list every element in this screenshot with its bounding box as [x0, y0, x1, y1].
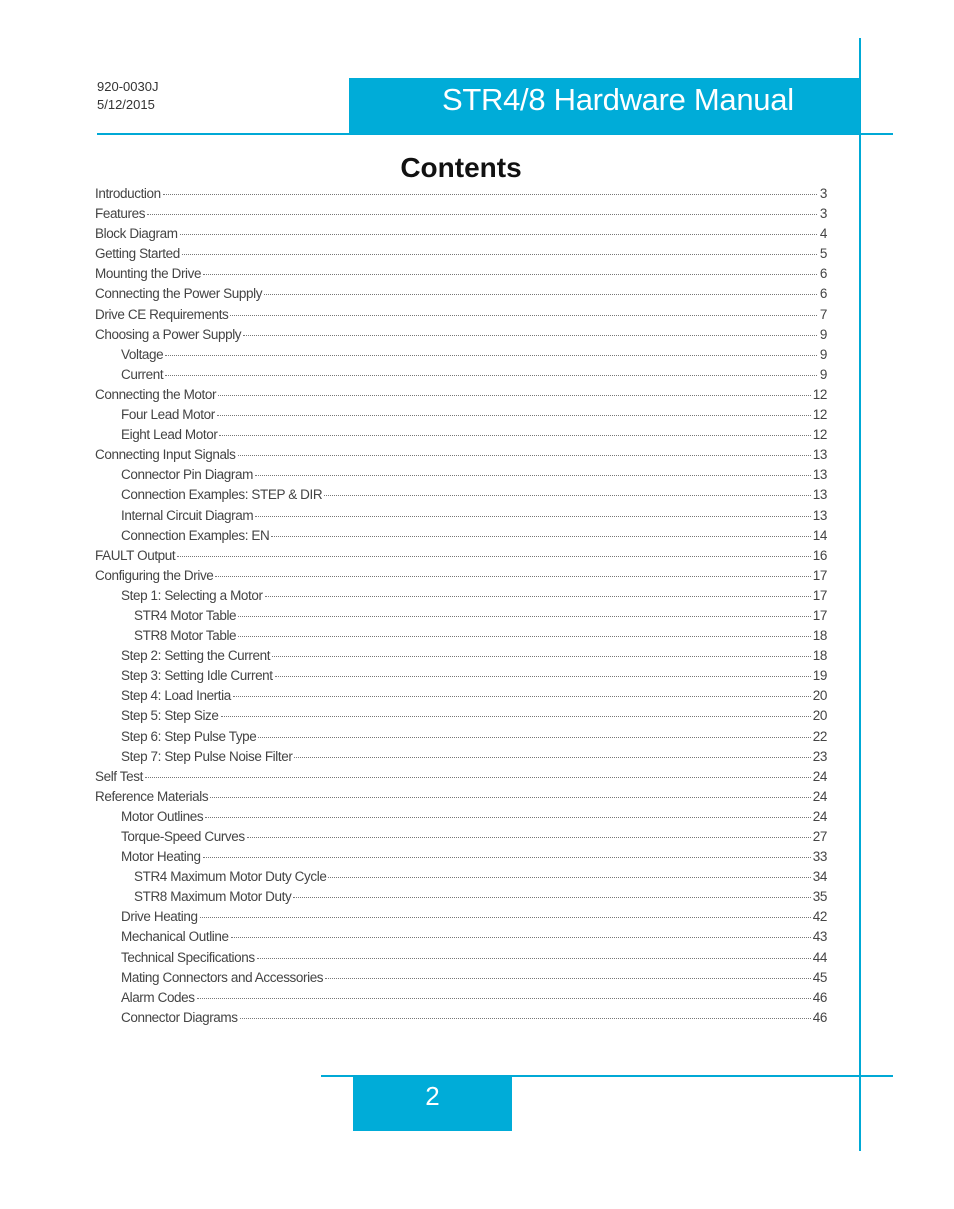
toc-entry[interactable] — [95, 427, 827, 447]
dot-leader — [203, 274, 817, 275]
toc-entry[interactable] — [95, 387, 827, 407]
dot-leader — [328, 877, 810, 878]
dot-leader — [265, 596, 811, 597]
dot-leader — [238, 636, 811, 637]
toc-entry[interactable] — [95, 608, 827, 628]
title-banner — [349, 78, 860, 134]
toc-entry-label: STR8 Motor Table — [134, 628, 237, 644]
dot-leader — [197, 998, 811, 999]
toc-entry[interactable] — [95, 950, 827, 970]
toc-entry-label: STR4 Maximum Motor Duty Cycle — [134, 869, 327, 885]
toc-entry[interactable] — [95, 206, 827, 226]
toc-entry-label: Mechanical Outline — [121, 929, 229, 945]
toc-entry-label: Technical Specifications — [121, 949, 255, 965]
contents-heading: Contents — [400, 152, 522, 183]
dot-leader — [233, 696, 811, 697]
toc-entry[interactable] — [95, 749, 827, 769]
toc-entry-page: 20 — [812, 708, 827, 724]
toc-entry-label: Current — [121, 366, 164, 382]
toc-entry-label: STR4 Motor Table — [134, 607, 237, 623]
toc-entry-label: Step 6: Step Pulse Type — [121, 728, 257, 744]
dot-leader — [217, 415, 811, 416]
toc-entry-page: 46 — [812, 989, 827, 1005]
toc-entry[interactable] — [95, 568, 827, 588]
dot-leader — [275, 676, 811, 677]
toc-entry[interactable] — [95, 789, 827, 809]
dot-leader — [163, 194, 817, 195]
toc-entry[interactable] — [95, 407, 827, 427]
page-number-box — [353, 1077, 512, 1131]
dot-leader — [324, 495, 811, 496]
toc-entry-page: 3 — [819, 206, 827, 222]
toc-entry[interactable] — [95, 246, 827, 266]
toc-entry-label: Motor Heating — [121, 849, 201, 865]
table-of-contents — [95, 186, 827, 1030]
dot-leader — [219, 435, 810, 436]
toc-entry[interactable] — [95, 809, 827, 829]
toc-entry[interactable] — [95, 889, 827, 909]
toc-entry[interactable] — [95, 909, 827, 929]
dot-leader — [258, 737, 810, 738]
toc-entry-page: 35 — [812, 889, 827, 905]
toc-entry-label: Four Lead Motor — [121, 407, 215, 423]
toc-entry-page: 14 — [812, 527, 827, 543]
toc-entry-page: 42 — [812, 909, 827, 925]
dot-leader — [200, 917, 811, 918]
toc-entry-label: Drive Heating — [121, 909, 198, 925]
toc-entry-label: Connecting the Motor — [95, 386, 217, 402]
toc-entry-page: 12 — [812, 386, 827, 402]
toc-entry-label: Step 1: Selecting a Motor — [121, 587, 263, 603]
toc-entry-label: Introduction — [95, 186, 161, 201]
toc-entry[interactable] — [95, 708, 827, 728]
toc-entry-page: 3 — [819, 186, 827, 201]
dot-leader — [177, 556, 811, 557]
toc-entry[interactable] — [95, 869, 827, 889]
dot-leader — [294, 757, 810, 758]
toc-entry[interactable] — [95, 648, 827, 668]
toc-entry-page: 12 — [812, 407, 827, 423]
dot-leader — [238, 455, 811, 456]
toc-entry-label: Connecting the Power Supply — [95, 286, 263, 302]
dot-leader — [145, 777, 811, 778]
toc-entry[interactable] — [95, 628, 827, 648]
toc-entry[interactable] — [95, 548, 827, 568]
toc-entry-page: 24 — [812, 808, 827, 824]
toc-entry[interactable] — [95, 769, 827, 789]
toc-entry[interactable] — [95, 668, 827, 688]
dot-leader — [240, 1018, 811, 1019]
toc-entry-page: 17 — [812, 567, 827, 583]
toc-entry-page: 33 — [812, 849, 827, 865]
toc-entry-page: 9 — [819, 346, 827, 362]
toc-entry[interactable] — [95, 307, 827, 327]
manual-title: STR4/8 Hardware Manual — [442, 82, 794, 117]
document-number: 920-0030J — [97, 79, 159, 94]
dot-leader — [272, 656, 811, 657]
dot-leader — [271, 536, 810, 537]
toc-entry-page: 9 — [819, 366, 827, 382]
toc-entry-page: 18 — [812, 648, 827, 664]
toc-entry-page: 24 — [812, 788, 827, 804]
toc-entry-label: Step 2: Setting the Current — [121, 648, 271, 664]
toc-entry[interactable] — [95, 447, 827, 467]
dot-leader — [264, 294, 817, 295]
dot-leader — [147, 214, 817, 215]
toc-entry-page: 17 — [812, 587, 827, 603]
toc-entry-label: Step 5: Step Size — [121, 708, 219, 724]
toc-entry-page: 13 — [812, 467, 827, 483]
toc-entry[interactable] — [95, 729, 827, 749]
toc-entry-page: 13 — [812, 447, 827, 463]
toc-entry-page: 44 — [812, 949, 827, 965]
toc-entry-label: Configuring the Drive — [95, 567, 214, 583]
toc-entry[interactable] — [95, 528, 827, 548]
toc-entry-page: 19 — [812, 668, 827, 684]
dot-leader — [230, 315, 817, 316]
dot-leader — [165, 355, 817, 356]
toc-entry[interactable] — [95, 487, 827, 507]
toc-entry-label: Drive CE Requirements — [95, 306, 229, 322]
toc-entry-page: 43 — [812, 929, 827, 945]
toc-entry[interactable] — [95, 266, 827, 286]
toc-entry-page: 6 — [819, 286, 827, 302]
toc-entry-label: Eight Lead Motor — [121, 427, 218, 443]
toc-entry-label: Step 3: Setting Idle Current — [121, 668, 273, 684]
page-number: 2 — [425, 1081, 440, 1111]
toc-entry-page: 6 — [819, 266, 827, 282]
toc-entry-page: 18 — [812, 628, 827, 644]
toc-entry-label: Reference Materials — [95, 788, 209, 804]
dot-leader — [205, 817, 811, 818]
dot-leader — [210, 797, 811, 798]
toc-entry-page: 17 — [812, 607, 827, 623]
toc-entry-label: Step 7: Step Pulse Noise Filter — [121, 748, 293, 764]
toc-entry-page: 16 — [812, 547, 827, 563]
toc-entry-label: Motor Outlines — [121, 808, 204, 824]
dot-leader — [293, 897, 810, 898]
toc-entry-page: 45 — [812, 969, 827, 985]
dot-leader — [180, 234, 817, 235]
toc-entry[interactable] — [95, 467, 827, 487]
dot-leader — [165, 375, 817, 376]
toc-entry-page: 46 — [812, 1009, 827, 1025]
dot-leader — [203, 857, 811, 858]
margin-rule-vertical — [859, 38, 861, 1151]
toc-entry[interactable] — [95, 588, 827, 608]
toc-entry[interactable] — [95, 508, 827, 528]
dot-leader — [243, 335, 817, 336]
toc-entry-label: Torque-Speed Curves — [121, 829, 245, 844]
toc-entry-page: 34 — [812, 869, 827, 885]
toc-entry[interactable] — [95, 186, 827, 206]
toc-entry-label: Getting Started — [95, 246, 180, 262]
toc-entry-label: Block Diagram — [95, 226, 178, 242]
toc-entry-label: Internal Circuit Diagram — [121, 507, 254, 523]
toc-entry-page: 5 — [819, 246, 827, 262]
toc-entry[interactable] — [95, 367, 827, 387]
toc-entry-label: Alarm Codes — [121, 989, 195, 1005]
toc-entry-page: 20 — [812, 688, 827, 704]
toc-entry-label: Voltage — [121, 346, 164, 362]
toc-entry-page: 23 — [812, 748, 827, 764]
toc-entry[interactable] — [95, 1010, 827, 1030]
toc-entry[interactable] — [95, 286, 827, 306]
dot-leader — [255, 475, 811, 476]
toc-entry-label: Connecting Input Signals — [95, 447, 236, 463]
toc-entry-page: 9 — [819, 326, 827, 342]
toc-entry-page: 22 — [812, 728, 827, 744]
toc-entry-page: 27 — [812, 829, 827, 844]
dot-leader — [247, 837, 811, 838]
toc-entry[interactable] — [95, 849, 827, 869]
document-date: 5/12/2015 — [97, 97, 155, 112]
toc-entry-label: Self Test — [95, 768, 143, 784]
dot-leader — [221, 716, 811, 717]
toc-entry-label: FAULT Output — [95, 547, 176, 563]
toc-entry-label: STR8 Maximum Motor Duty — [134, 889, 292, 905]
dot-leader — [238, 616, 811, 617]
toc-entry-page: 4 — [819, 226, 827, 242]
toc-entry-label: Mounting the Drive — [95, 266, 202, 282]
toc-entry[interactable] — [95, 347, 827, 367]
toc-entry[interactable] — [95, 990, 827, 1010]
dot-leader — [325, 978, 811, 979]
toc-entry-page: 13 — [812, 507, 827, 523]
toc-entry-label: Connection Examples: EN — [121, 527, 270, 543]
toc-entry-label: Connection Examples: STEP & DIR — [121, 487, 323, 503]
document-meta — [97, 78, 158, 114]
toc-entry[interactable] — [95, 688, 827, 708]
toc-entry-page: 12 — [812, 427, 827, 443]
toc-entry-label: Connector Pin Diagram — [121, 467, 253, 483]
dot-leader — [255, 516, 811, 517]
toc-entry-page: 24 — [812, 768, 827, 784]
toc-entry-label: Connector Diagrams — [121, 1009, 238, 1025]
toc-entry-page: 7 — [819, 306, 827, 322]
toc-entry[interactable] — [95, 327, 827, 347]
toc-entry-label: Mating Connectors and Accessories — [121, 969, 324, 985]
toc-entry[interactable] — [95, 970, 827, 990]
dot-leader — [215, 576, 810, 577]
dot-leader — [182, 254, 817, 255]
dot-leader — [218, 395, 811, 396]
toc-entry[interactable] — [95, 829, 827, 849]
dot-leader — [257, 958, 811, 959]
toc-entry-label: Choosing a Power Supply — [95, 326, 242, 342]
dot-leader — [231, 937, 811, 938]
toc-entry[interactable] — [95, 226, 827, 246]
toc-entry-page: 13 — [812, 487, 827, 503]
toc-entry-label: Step 4: Load Inertia — [121, 688, 231, 704]
toc-entry[interactable] — [95, 929, 827, 949]
toc-entry-label: Features — [95, 206, 146, 222]
